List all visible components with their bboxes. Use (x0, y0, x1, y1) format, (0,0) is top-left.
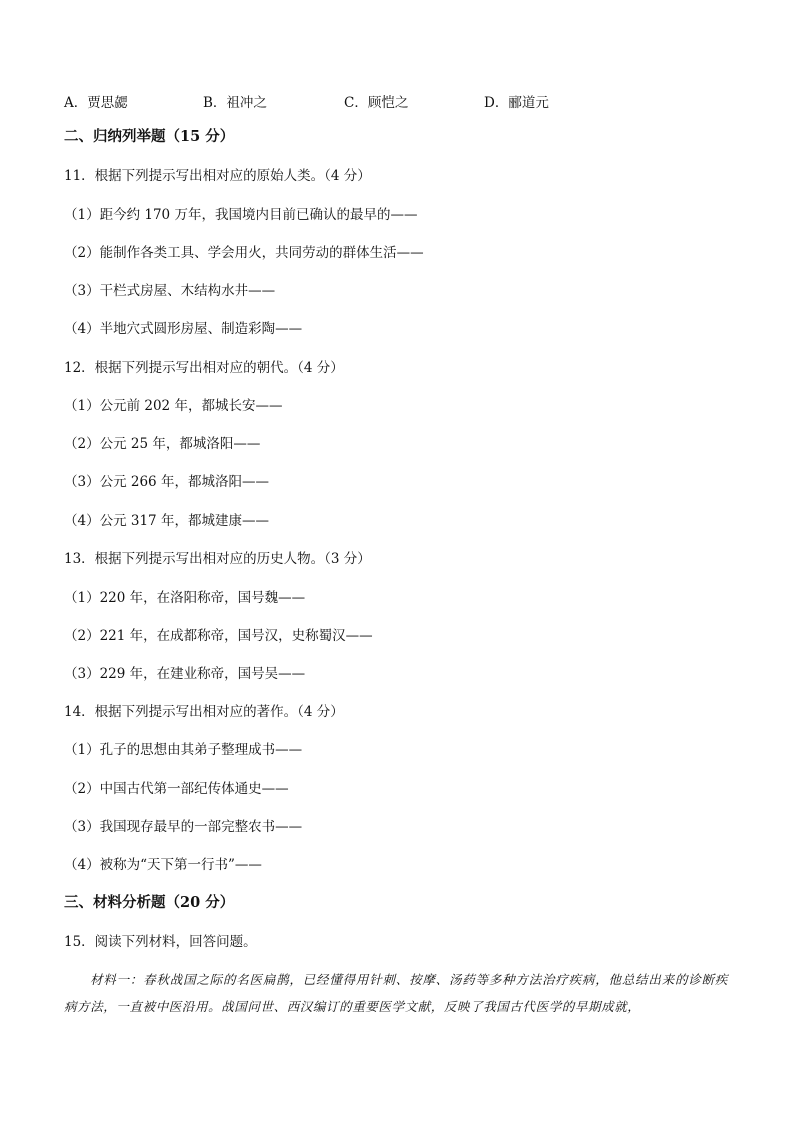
section-3-title: 三、材料分析题（20 分） (64, 894, 235, 911)
question-12-item-2: （2）公元 25 年，都城洛阳—— (64, 436, 261, 452)
question-14-item-1: （1）孔子的思想由其弟子整理成书—— (64, 742, 303, 758)
question-12-item-3: （3）公元 266 年，都城洛阳—— (64, 474, 269, 490)
question-14-item-3: （3）我国现存最早的一部完整农书—— (64, 819, 303, 835)
question-13-stem: 13．根据下列提示写出相对应的历史人物。（3 分） (64, 551, 371, 567)
question-14-item-2: （2）中国古代第一部纪传体通史—— (64, 781, 289, 797)
question-15-stem: 15．阅读下列材料，回答问题。 (64, 934, 257, 950)
question-13-item-1: （1）220 年，在洛阳称帝，国号魏—— (64, 590, 306, 606)
question-11-item-4: （4）半地穴式圆形房屋、制造彩陶—— (64, 321, 303, 337)
question-14-item-4: （4）被称为“天下第一行书”—— (64, 857, 262, 873)
option-b: B．祖冲之 (203, 95, 267, 111)
question-11-item-1: （1）距今约 170 万年，我国境内目前已确认的最早的—— (64, 207, 418, 223)
question-10-options (64, 91, 724, 109)
question-11-stem: 11．根据下列提示写出相对应的原始人类。（4 分） (64, 168, 371, 184)
option-d: D．郦道元 (484, 95, 549, 111)
section-2-title: 二、归纳列举题（15 分） (64, 128, 235, 145)
material-one-paragraph: 材料一：春秋战国之际的名医扁鹊，已经懂得用针刺、按摩、汤药等多种方法治疗疾病，他总结出来的诊断疾病方法，一直被中医沿用。战国问世、西汉编订的重要医学文献，反映了我国古代医学的早期成就， (64, 972, 728, 1014)
question-13-item-2: （2）221 年，在成都称帝，国号汉，史称蜀汉—— (64, 628, 373, 644)
question-12-stem: 12．根据下列提示写出相对应的朝代。（4 分） (64, 360, 344, 376)
option-a: A．贾思勰 (64, 95, 128, 111)
question-14-stem: 14．根据下列提示写出相对应的著作。（4 分） (64, 704, 344, 720)
question-11-item-3: （3）干栏式房屋、木结构水井—— (64, 283, 276, 299)
question-11-item-2: （2）能制作各类工具、学会用火，共同劳动的群体生活—— (64, 245, 424, 261)
question-12-item-1: （1）公元前 202 年，都城长安—— (64, 398, 283, 414)
option-c: C．顾恺之 (344, 95, 409, 111)
question-12-item-4: （4）公元 317 年，都城建康—— (64, 513, 269, 529)
question-13-item-3: （3）229 年，在建业称帝，国号吴—— (64, 666, 306, 682)
